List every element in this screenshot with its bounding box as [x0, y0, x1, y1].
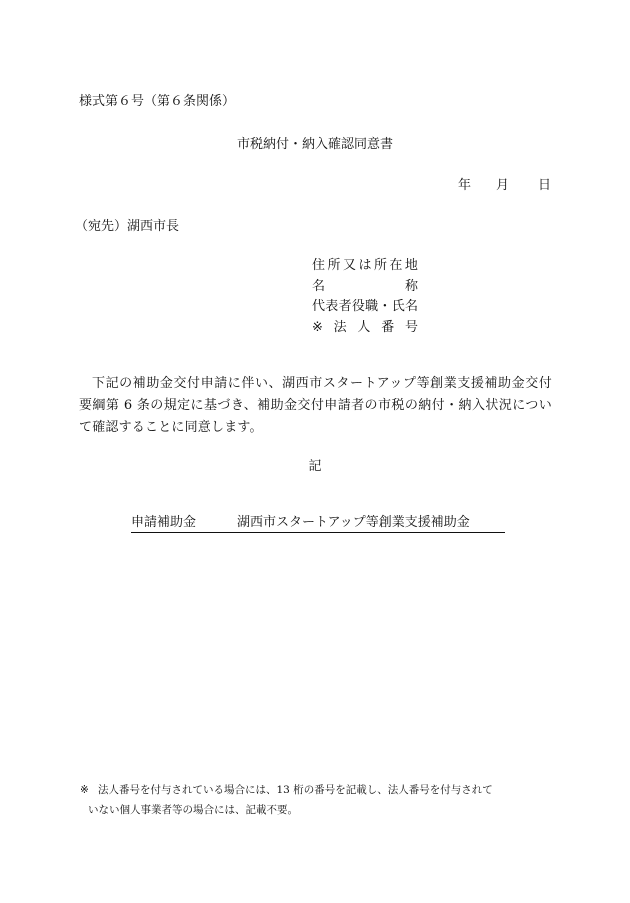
- address-field-label: 住 所 又 は 所 在 地: [312, 258, 418, 273]
- footnote-mark: ※: [80, 784, 89, 796]
- document-title: 市税納付・納入確認同意書: [236, 137, 393, 152]
- footnote-line-1: ※ 法人番号を付与されている場合には、13 桁の番号を記載し、法人番号を付与されて: [80, 780, 560, 800]
- applicant-fields: [312, 259, 418, 341]
- name-field-label: 名 称: [312, 278, 418, 294]
- applied-subsidy-line: [131, 516, 505, 533]
- record-heading: 記: [308, 459, 322, 474]
- corporate-number-field-label: ※ 法 人 番 号: [312, 319, 418, 335]
- footnote-line-2: いない個人事業者等の場合には、記載不要。: [88, 804, 298, 816]
- date-month-label: 月: [496, 178, 510, 193]
- applied-subsidy-label: 申請補助金: [131, 515, 197, 530]
- date-year-label: 年: [458, 178, 472, 193]
- applied-subsidy-name: 湖西市スタートアップ等創業支援補助金: [237, 515, 470, 530]
- form-number: 様式第６号（第６条関係）: [79, 94, 236, 109]
- consent-body-text: 下記の補助金交付申請に伴い、湖西市スタートアップ等創業支援補助金交付要綱第 6 条の規定に基づき、補助金交付申請者の市税の納付・納入状況について確認することに同意します。: [79, 376, 552, 435]
- addressee: （宛先）湖西市長: [75, 219, 180, 234]
- date-day-label: 日: [538, 178, 552, 193]
- representative-field-label: 代 表 者 役 職 ・ 氏 名: [312, 299, 418, 314]
- footnote: [80, 780, 560, 820]
